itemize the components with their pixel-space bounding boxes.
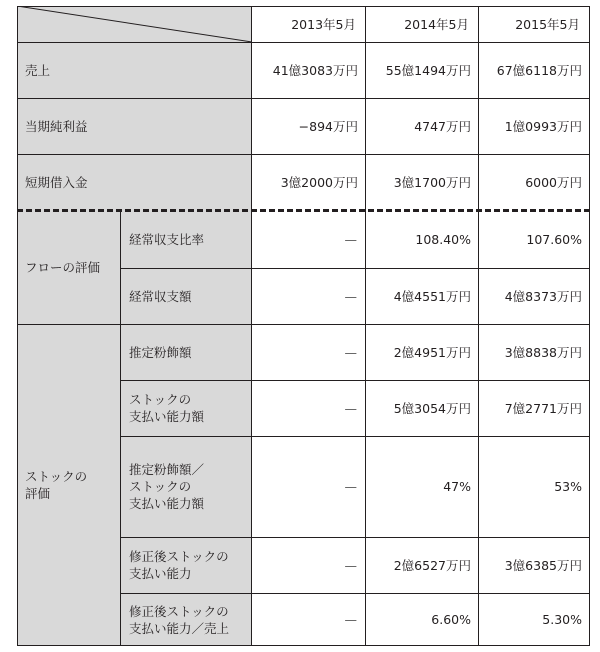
fraud-ratio-2015: 53% — [554, 479, 582, 494]
sales-2015: 67億6118万円 — [496, 62, 582, 78]
net-income-2013: −894万円 — [298, 118, 358, 134]
adjusted-capacity-2013: — — [344, 557, 357, 573]
ordinary-ratio-2015: 107.60% — [526, 232, 582, 247]
border-top — [17, 6, 590, 7]
row-label-estimated-fraud: 推定粉飾額 — [129, 344, 192, 360]
header-bottom-line — [17, 42, 590, 43]
ordinary-ratio-2014: 108.40% — [415, 232, 471, 247]
estimated-fraud-2014: 2億4951万円 — [393, 344, 471, 360]
header-diagonal-line — [17, 6, 252, 42]
short-term-debt-2014: 3億1700万円 — [393, 175, 471, 190]
column-divider-2 — [365, 6, 366, 646]
fraud-ratio-2014: 47% — [443, 479, 471, 494]
row-line-stock-3 — [120, 537, 590, 538]
group-label-flow: フローの評価 — [25, 260, 101, 275]
adjusted-capacity-sales-2015: 5.30% — [542, 612, 582, 627]
row-line-stock-1 — [120, 380, 590, 381]
row-line-stock-4 — [120, 593, 590, 594]
row-label-sales: 売上 — [25, 62, 51, 78]
stock-capacity-2013: — — [344, 400, 357, 416]
estimated-fraud-2013: — — [344, 344, 357, 360]
row-label-short-term-debt: 短期借入金 — [25, 175, 88, 190]
fraud-ratio-2013: — — [344, 479, 357, 494]
border-left — [17, 6, 18, 646]
column-divider-1 — [251, 6, 252, 646]
column-divider-3 — [478, 6, 479, 646]
ordinary-balance-2013: — — [344, 288, 357, 304]
row-line-stock-2 — [120, 436, 590, 437]
row-line-2 — [17, 154, 590, 155]
ordinary-balance-2015: 4億8373万円 — [504, 288, 582, 304]
adjusted-capacity-sales-2014: 6.60% — [431, 612, 471, 627]
group-label-stock: ストックの 評価 — [25, 469, 88, 501]
column-header-2013: 2013年5月 — [291, 16, 356, 32]
adjusted-capacity-2014: 2億6527万円 — [393, 557, 471, 573]
row-label-stock-capacity: ストックの 支払い能力額 — [129, 392, 205, 424]
border-bottom — [17, 645, 590, 646]
financial-table — [17, 6, 590, 646]
row-label-ordinary-balance: 経常収支額 — [129, 288, 192, 304]
sales-2013: 41億3083万円 — [272, 62, 358, 78]
row-label-adjusted-capacity: 修正後ストックの 支払い能力 — [129, 549, 229, 581]
row-label-ordinary-ratio: 経常収支比率 — [129, 232, 205, 247]
row-label-adjusted-capacity-sales: 修正後ストックの 支払い能力／売上 — [129, 603, 230, 636]
adjusted-capacity-sales-2013: — — [344, 612, 357, 627]
stock-capacity-2015: 7億2771万円 — [504, 400, 582, 416]
ordinary-balance-2014: 4億4551万円 — [393, 288, 471, 304]
short-term-debt-2013: 3億2000万円 — [280, 175, 358, 190]
row-label-net-income: 当期純利益 — [25, 118, 88, 134]
net-income-2014: 4747万円 — [414, 118, 471, 134]
stock-capacity-2014: 5億3054万円 — [393, 400, 471, 416]
short-term-debt-2015: 6000万円 — [525, 175, 582, 190]
section-dashed-divider — [17, 209, 590, 212]
group-divider — [120, 212, 121, 646]
adjusted-capacity-2015: 3億6385万円 — [504, 557, 582, 573]
border-right — [589, 6, 590, 646]
row-line-flow — [120, 268, 590, 269]
row-line-group — [17, 324, 590, 325]
ordinary-ratio-2013: — — [344, 232, 357, 247]
row-line-1 — [17, 98, 590, 99]
column-header-2015: 2015年5月 — [515, 16, 580, 32]
estimated-fraud-2015: 3億8838万円 — [504, 344, 582, 360]
net-income-2015: 1億0993万円 — [504, 118, 582, 134]
row-label-fraud-ratio: 推定粉飾額／ ストックの 支払い能力額 — [129, 462, 205, 511]
column-header-2014: 2014年5月 — [404, 16, 469, 32]
sales-2014: 55億1494万円 — [385, 62, 471, 78]
